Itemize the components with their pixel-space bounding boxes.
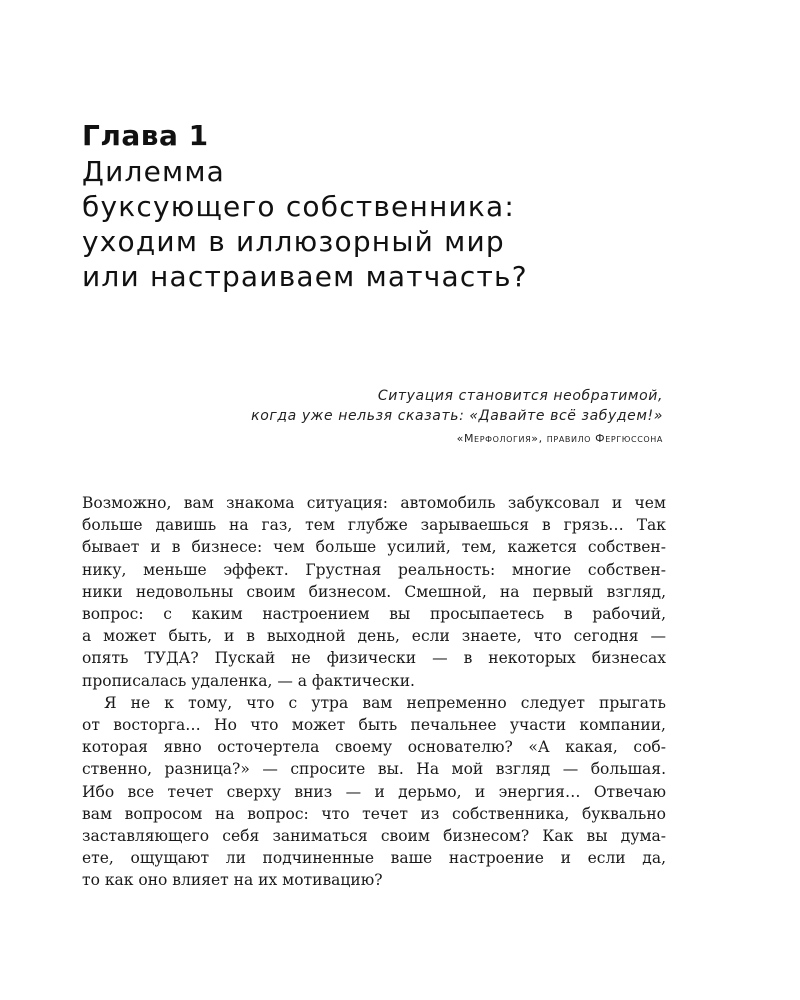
paragraph-line: Возможно, вам знакома ситуация: автомобиль забуксовал и чем [82,494,666,512]
epigraph-source: «Мерфология», правило Фергюссона [456,432,663,445]
epigraph-quote-line: когда уже нельзя сказать: «Давайте всё забудем!» [251,408,663,424]
chapter-title-line: Дилемма [82,155,225,188]
paragraph-line: ете, ощущают ли подчиненные ваше настроение и если да, [82,849,666,868]
paragraph-line: Я не к тому, что с утра вам непременно следует прыгать [104,693,666,712]
paragraph-line: вопрос: с каким настроением вы просыпаетесь в рабочий, [82,605,666,624]
chapter-title-line: буксующего собственника: [82,190,515,223]
paragraph-line: бывает и в бизнесе: чем больше усилий, тем, кажется собствен- [82,538,666,557]
chapter-label: Глава 1 [82,119,209,152]
paragraph-line: прописалась удаленка, — а фактически. [82,671,415,690]
paragraph-line: ственно, разница?» — спросите вы. На мой взгляд — большая. [82,760,666,779]
chapter-title [82,154,722,294]
paragraph-line: от восторга… Но что может быть печальнее участи компании, [82,716,666,735]
paragraph-line: которая явно осточертела своему основателю? «А какая, соб- [82,738,666,757]
paragraph-line: больше давишь на газ, тем глубже зарываешься в грязь… Так [82,516,666,535]
chapter-title-line: уходим в иллюзорный мир [82,225,505,258]
paragraph-line: то как оно влияет на их мотивацию? [82,871,383,890]
paragraph-line: опять ТУДА? Пускай не физически — в некоторых бизнесах [82,649,666,668]
paragraph-line: а может быть, и в выходной день, если знаете, что сегодня — [82,627,666,646]
epigraph-quote-line: Ситуация становится необратимой, [377,388,663,404]
paragraph-line: вам вопросом на вопрос: что течет из собственника, буквально [82,804,666,823]
paragraph-line: ники недовольны своим бизнесом. Смешной, на первый взгляд, [82,582,666,601]
body-text [82,492,666,892]
paragraph-line: нику, меньше эффект. Грустная реальность: многие собствен- [82,560,666,579]
paragraph-line: заставляющего себя заниматься своим бизнесом? Как вы дума- [82,827,666,846]
chapter-title-line: или настраиваем матчасть? [82,260,528,293]
paragraph-line: Ибо все течет сверху вниз — и дерьмо, и энергия… Отвечаю [82,782,666,801]
epigraph [103,386,663,447]
